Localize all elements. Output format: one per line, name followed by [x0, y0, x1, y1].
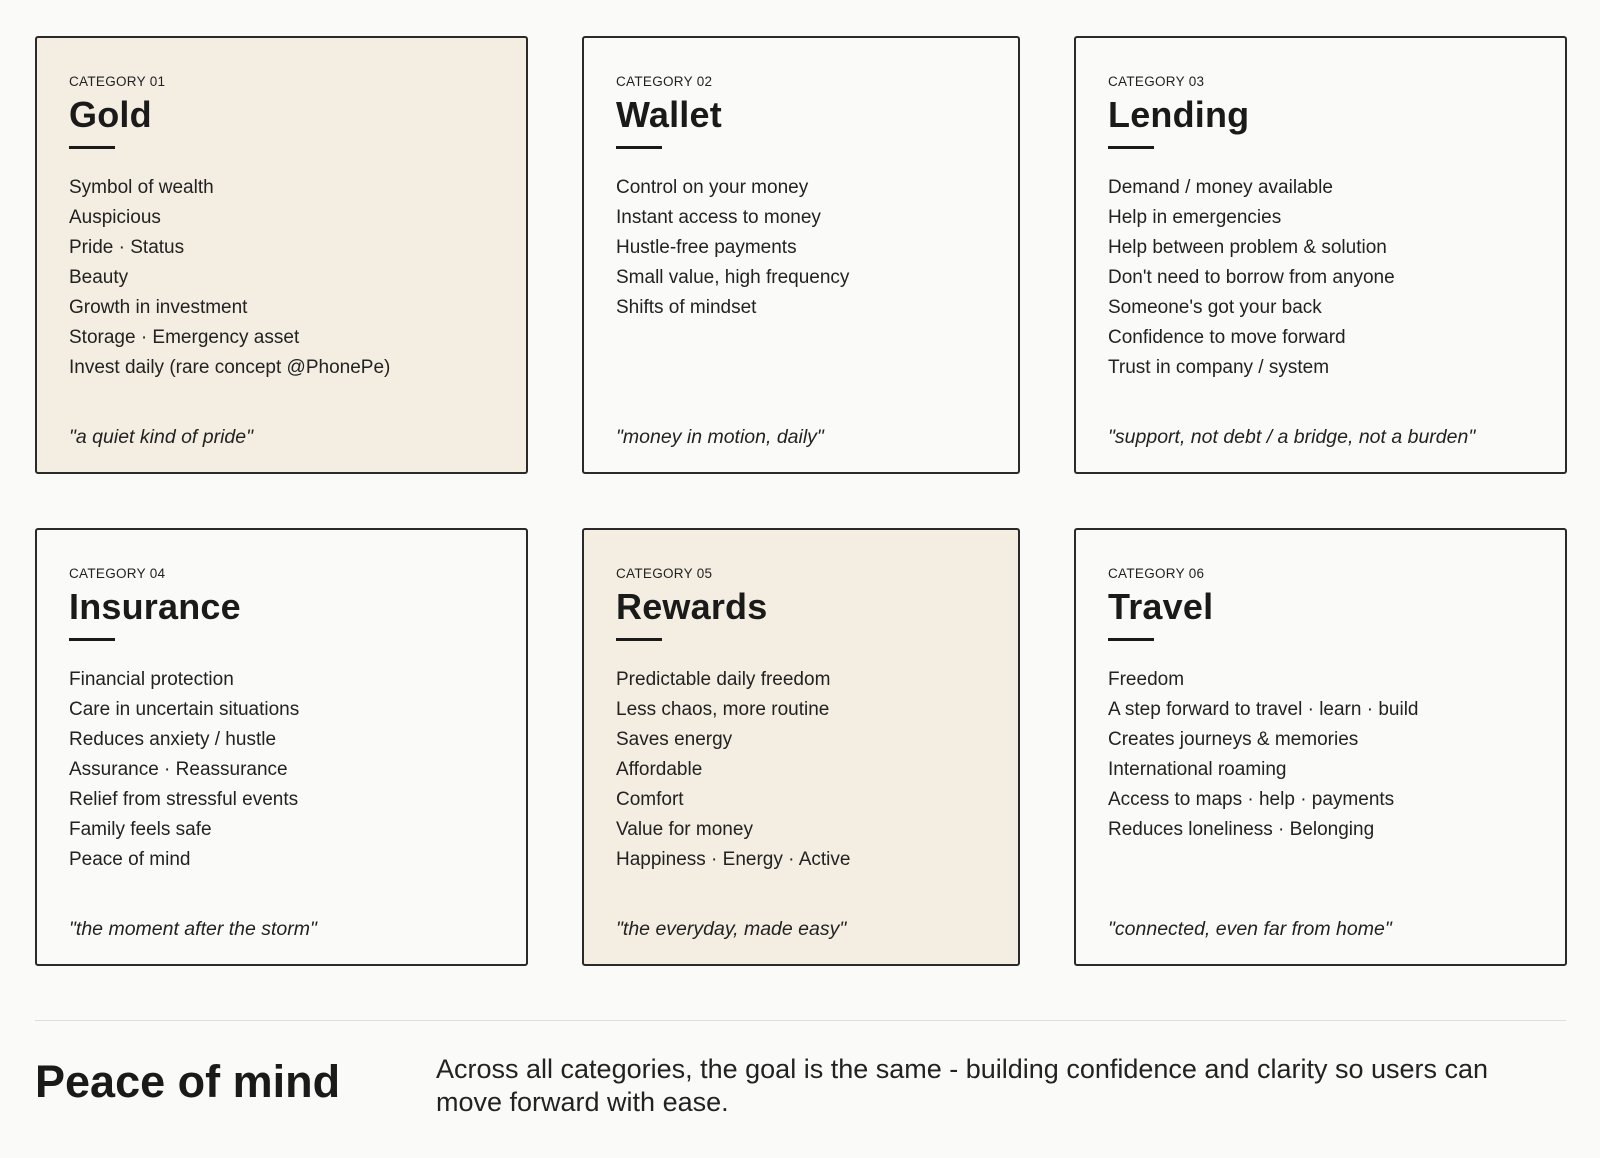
list-item: Invest daily (rare concept @PhonePe) [69, 357, 391, 378]
list-item: Peace of mind [69, 849, 191, 870]
category-quote: "connected, even far from home" [1108, 918, 1392, 940]
list-item: Shifts of mindset [616, 297, 757, 318]
list-item: Storage · Emergency asset [69, 327, 300, 348]
category-card-wallet [582, 36, 1020, 474]
list-item: Pride · Status [69, 237, 185, 258]
category-item-list [1108, 665, 1533, 845]
category-label: CATEGORY 05 [616, 566, 713, 581]
list-item: Symbol of wealth [69, 177, 214, 198]
summary-text: Across all categories, the goal is the same - building confidence and clarity so users can move forward with ease. [436, 1054, 1489, 1117]
title-underline [69, 146, 115, 149]
list-item: Care in uncertain situations [69, 699, 300, 720]
category-card-lending [1074, 36, 1567, 474]
category-card-insurance [35, 528, 528, 966]
category-quote: "money in motion, daily" [616, 426, 824, 448]
category-quote: "the moment after the storm" [69, 918, 317, 940]
list-item: Control on your money [616, 177, 809, 198]
category-title: Rewards [616, 586, 768, 627]
list-item: Access to maps · help · payments [1108, 789, 1395, 810]
category-title: Wallet [616, 94, 722, 135]
category-label: CATEGORY 03 [1108, 74, 1205, 89]
list-item: Happiness · Energy · Active [616, 849, 851, 870]
category-title: Lending [1108, 94, 1250, 135]
list-item: Saves energy [616, 729, 733, 750]
category-item-list [69, 173, 494, 383]
title-underline [1108, 638, 1154, 641]
category-quote: "support, not debt / a bridge, not a burden" [1108, 426, 1476, 448]
category-label: CATEGORY 06 [1108, 566, 1205, 581]
list-item: Confidence to move forward [1108, 327, 1346, 348]
summary-title: Peace of mind [35, 1056, 341, 1107]
title-underline [69, 638, 115, 641]
list-item: Help in emergencies [1108, 207, 1282, 228]
list-item: Hustle-free payments [616, 237, 797, 258]
list-item: Comfort [616, 789, 684, 810]
category-item-list [616, 665, 986, 875]
list-item: Assurance · Reassurance [69, 759, 288, 780]
list-item: Trust in company / system [1108, 357, 1330, 378]
category-label: CATEGORY 02 [616, 74, 713, 89]
category-title: Travel [1108, 586, 1214, 627]
list-item: Freedom [1108, 669, 1185, 690]
category-card-gold [35, 36, 528, 474]
category-quote: "a quiet kind of pride" [69, 426, 254, 448]
list-item: Less chaos, more routine [616, 699, 830, 720]
category-title: Gold [69, 94, 152, 135]
list-item: Auspicious [69, 207, 161, 228]
category-card-rewards [582, 528, 1020, 966]
category-item-list [69, 665, 494, 875]
list-item: Someone's got your back [1108, 297, 1322, 318]
list-item: Relief from stressful events [69, 789, 299, 810]
category-quote: "the everyday, made easy" [616, 918, 847, 940]
category-item-list [616, 173, 986, 323]
list-item: Small value, high frequency [616, 267, 850, 288]
list-item: Affordable [616, 759, 703, 780]
title-underline [616, 146, 662, 149]
category-label: CATEGORY 04 [69, 566, 166, 581]
list-item: Creates journeys & memories [1108, 729, 1359, 750]
list-item: Don't need to borrow from anyone [1108, 267, 1395, 288]
list-item: Help between problem & solution [1108, 237, 1387, 258]
category-label: CATEGORY 01 [69, 74, 166, 89]
category-item-list [1108, 173, 1533, 383]
section-divider [35, 1020, 1566, 1021]
list-item: Financial protection [69, 669, 234, 690]
list-item: Predictable daily freedom [616, 669, 831, 690]
list-item: Beauty [69, 267, 129, 288]
category-card-travel [1074, 528, 1567, 966]
title-underline [616, 638, 662, 641]
list-item: Growth in investment [69, 297, 248, 318]
list-item: Reduces anxiety / hustle [69, 729, 277, 750]
list-item: Reduces loneliness · Belonging [1108, 819, 1375, 840]
category-title: Insurance [69, 586, 241, 627]
list-item: Demand / money available [1108, 177, 1333, 198]
category-grid [35, 36, 1566, 966]
list-item: A step forward to travel · learn · build [1108, 699, 1419, 720]
list-item: Family feels safe [69, 819, 212, 840]
list-item: Value for money [616, 819, 753, 840]
title-underline [1108, 146, 1154, 149]
list-item: International roaming [1108, 759, 1287, 780]
list-item: Instant access to money [616, 207, 821, 228]
